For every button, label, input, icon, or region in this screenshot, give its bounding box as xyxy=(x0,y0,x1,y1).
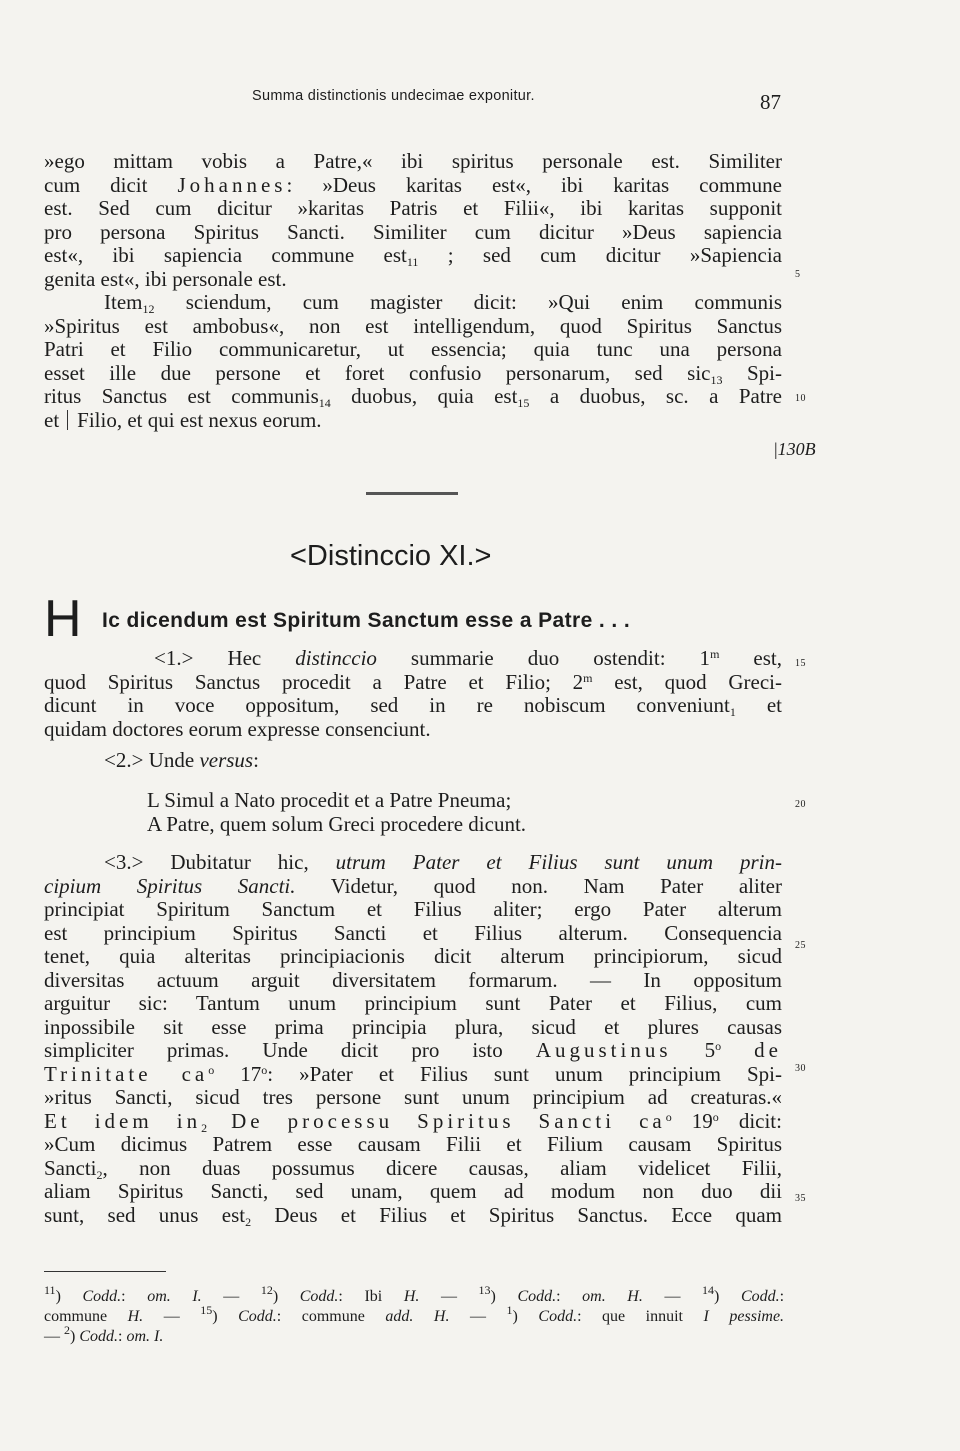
text-line: principiat Spiritum Sanctum et Filius aliter; ergo Pater alterum xyxy=(44,897,782,921)
text-line: »Cum dicimus Patrem esse causam Filii et Filium causam Spiritus xyxy=(44,1132,782,1156)
margin-line-number: 35 xyxy=(795,1193,806,1204)
margin-line-number: 10 xyxy=(795,393,806,404)
page-number: 87 xyxy=(760,90,781,114)
text-line: <2.> Unde versus: xyxy=(104,748,259,772)
margin-line-number: 15 xyxy=(795,658,806,669)
footnote-text: ) xyxy=(490,1288,518,1305)
footnote-text: Codd. xyxy=(79,1328,118,1345)
running-title: Summa distinctionis undecimae exponitur. xyxy=(252,88,535,104)
footnote-rule xyxy=(44,1271,166,1272)
footnote-text: Codd. xyxy=(538,1308,578,1325)
verse-block xyxy=(44,789,782,836)
footnote-ref: 12 xyxy=(142,302,155,316)
footnote-number: 14 xyxy=(702,1283,715,1297)
footnote-text: — xyxy=(44,1328,64,1345)
footnote-text: add. H. xyxy=(385,1308,450,1325)
footnote-text: — xyxy=(449,1308,507,1325)
section-divider xyxy=(366,492,458,495)
footnote-line xyxy=(44,1303,785,1327)
footnote-ref: 13 xyxy=(710,372,723,387)
text-line: aliam Spiritus Sancti, sed unam, quem ad modum non duo dii xyxy=(44,1179,782,1203)
footnote-text: om. H. xyxy=(582,1288,643,1305)
folio-mark: |130B xyxy=(774,439,816,459)
text-line: est principium Spiritus Sancti et Filius alterum. Consequencia xyxy=(44,920,782,945)
footnote-text: : xyxy=(121,1288,148,1305)
text-line: arguitur sic: Tantum unum principium sunt Pater et Filius, cum xyxy=(44,991,782,1015)
footnote-text: : commune xyxy=(276,1308,386,1325)
text-line: ritus Sanctus est communis$_{14}$ duobus, quia est$_{15}$ a duobus, sc. a Patre xyxy=(44,384,782,410)
text-line: quod Spiritus Sanctus procedit a Patre et Filio; 2$^m$ est, quod Greci- xyxy=(44,669,782,694)
text-line: esset ille due persone et foret confusio personarum, sed sic$_{13}$ Spi- xyxy=(44,360,782,387)
top-paragraph xyxy=(44,150,782,291)
margin-line-number: 25 xyxy=(795,940,806,951)
distinction-subheading: Ic dicendum est Spiritum Sanctum esse a Patre . . . xyxy=(102,609,631,632)
footnote-number: 13 xyxy=(478,1283,491,1297)
footnote-line xyxy=(44,1283,785,1307)
footnote-text: : xyxy=(779,1288,785,1305)
footnote-ref: 15 xyxy=(517,396,530,410)
text-line: Item$_{12}$ sciendum, cum magister dicit: »Qui enim communis xyxy=(104,290,782,316)
footnote-text: Codd. xyxy=(740,1288,780,1305)
text-line: cum dicit Johannes: »Deus karitas est«, ibi karitas commune xyxy=(44,172,782,197)
footnote-text: om. I. xyxy=(147,1288,202,1305)
footnote-ref: 1 xyxy=(729,705,736,719)
text-line: et Filio, et qui est nexus eorum. xyxy=(44,407,322,432)
footnote-number: 11 xyxy=(44,1283,56,1297)
footnote-text: ) xyxy=(512,1308,539,1325)
footnote-ref: 2 xyxy=(245,1214,252,1229)
text-line: genita est«, ibi personale est. xyxy=(44,266,287,291)
text-line: quidam doctores eorum expresse consenciunt. xyxy=(44,716,431,741)
text-line: Patri et Filio communicaretur, ut essencia; quia tunc una persona xyxy=(44,337,782,361)
footnote-text: Codd. xyxy=(299,1288,339,1305)
footnote-text: commune xyxy=(44,1308,128,1325)
footnote-text: — xyxy=(642,1288,703,1305)
footnote-text: H. xyxy=(403,1288,420,1305)
margin-line-number: 30 xyxy=(795,1063,806,1074)
text-line: cipium Spiritus Sancti. Videtur, quod non. Nam Pater aliter xyxy=(44,873,783,898)
text-line: Trinitate $ca^o$ 17$^o$: »Pater et Filius sunt unum principium Spi- xyxy=(44,1061,782,1086)
footnote-text: ) xyxy=(70,1328,80,1345)
footnote-number: 15 xyxy=(200,1303,213,1317)
initial-capital: H xyxy=(44,590,82,648)
footnote-text: Codd. xyxy=(517,1288,557,1305)
text-line: est. Sed cum dicitur »karitas Patris et Filii«, ibi karitas supponit xyxy=(44,196,782,220)
text-line: <1.> Hec distinccio summarie duo ostendit: 1$^m$ est, xyxy=(154,646,782,670)
text-line: diversitas actuum arguit diversitatem formarum. — In oppositum xyxy=(44,967,782,992)
footnote-ref: 2 xyxy=(201,1120,208,1135)
item-paragraph xyxy=(44,291,782,432)
section-3 xyxy=(44,851,782,1227)
footnote-number: 12 xyxy=(260,1283,273,1297)
footnote-number: 2 xyxy=(64,1323,70,1337)
footnote-text: Codd. xyxy=(238,1308,277,1325)
text-line: inpossibile sit esse prima principia plura, sicud et plures causas xyxy=(44,1014,782,1039)
text-line: Et idem $in_2$ De processu Spiritus Sancti $ca^o$ 19$^o$ dicit: xyxy=(44,1108,782,1135)
text-line: Sancti$_2$, non duas possumus dicere causas, aliam videlicet Filii, xyxy=(44,1155,782,1182)
footnote-text: : xyxy=(118,1328,127,1345)
footnote-text: : xyxy=(556,1288,583,1305)
footnote-text: ) xyxy=(714,1288,741,1305)
footnote-text: I pessime. xyxy=(703,1308,785,1325)
text-line: »Spiritus est ambobus«, non est intelligendum, quod Spiritus Sanctus xyxy=(44,313,782,338)
text-line: dicunt in voce oppositum, sed in re nobiscum conveniunt$_1$ et xyxy=(44,693,782,719)
footnote-text: H. xyxy=(127,1308,144,1325)
folio-break-mark xyxy=(67,410,68,430)
margin-line-number: 20 xyxy=(795,799,806,810)
footnote-text: ) xyxy=(272,1288,300,1305)
footnote-text: ) xyxy=(55,1288,83,1305)
text-line: simpliciter primas. Unde dicit pro isto Augustinus 5$^o$ de xyxy=(44,1038,782,1062)
text-line: pro persona Spiritus Sancti. Similiter cum dicitur »Deus sapiencia xyxy=(44,219,782,244)
footnote-ref: 11 xyxy=(406,255,419,269)
footnote-ref: 2 xyxy=(96,1167,103,1182)
distinction-heading: <Distinccio XI.> xyxy=(290,540,492,572)
footnote-line xyxy=(44,1323,784,1347)
text-line: »ritus Sancti, sicud tres persone sunt unum principium ad creaturas.« xyxy=(44,1085,782,1109)
footnote-text: ) xyxy=(212,1308,239,1325)
text-line: <3.> Dubitatur hic, utrum Pater et Filius sunt unum prin- xyxy=(104,850,782,874)
footnote-text: — xyxy=(201,1288,261,1305)
author-name: Johannes xyxy=(177,172,287,197)
footnotes xyxy=(44,1283,785,1347)
footnote-ref: 14 xyxy=(318,396,331,410)
footnote-text: — xyxy=(419,1288,479,1305)
verse-line: L Simul a Nato procedit et a Patre Pneuma; xyxy=(147,788,512,812)
footnote-text: Codd. xyxy=(82,1288,122,1305)
footnote-text: — xyxy=(143,1308,201,1325)
text-line: tenet, quia alteritas principiacionis dicit alterum principiorum, sicud xyxy=(44,944,782,968)
margin-line-number: 5 xyxy=(795,269,801,280)
section-2 xyxy=(44,749,782,773)
text-line: sunt, sed unus est$_2$ Deus et Filius et Spiritus Sanctus. Ecce quam xyxy=(44,1202,783,1229)
footnote-number: 1 xyxy=(506,1303,513,1317)
footnote-text: om. I. xyxy=(126,1328,164,1345)
text-line: »ego mittam vobis a Patre,« ibi spiritus personale est. Similiter xyxy=(44,149,782,173)
verse-line: A Patre, quem solum Greci procedere dicunt. xyxy=(147,811,527,836)
section-1 xyxy=(44,647,782,741)
text-line: est«, ibi sapiencia commune est$_{11}$ ; sed cum dicitur »Sapiencia xyxy=(44,243,782,269)
footnote-text: : Ibi xyxy=(338,1288,404,1305)
footnote-text: : que innuit xyxy=(577,1308,704,1325)
